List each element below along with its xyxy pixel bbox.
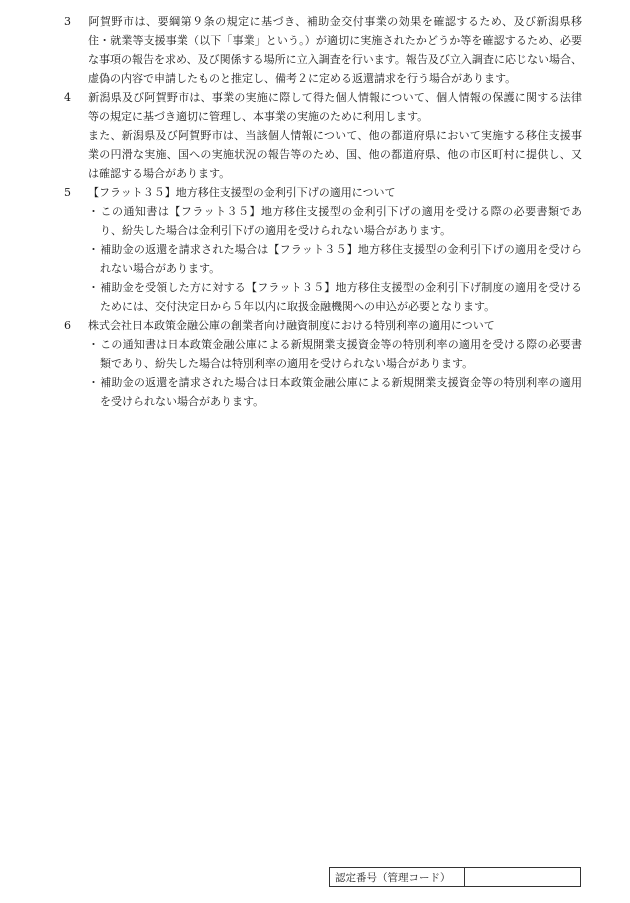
section-number: 3: [64, 15, 71, 28]
section-text: 新潟県及び阿賀野市は、事業の実施に際して得た個人情報について、個人情報の保護に関する法律等の規定に基づき適切に管理し、本事業の実施のために利用します。: [88, 91, 582, 123]
bullet-text: 補助金の返還を請求された場合は【フラット３５】地方移住支援型の金利引下げの適用を受けられない場合があります。: [100, 243, 582, 275]
section-3: [64, 12, 582, 88]
section-number: 6: [64, 319, 71, 332]
section-text: 阿賀野市は、要綱第９条の規定に基づき、補助金交付事業の効果を確認するため、及び新潟県移住・就業等支援事業（以下「事業」という。）が適切に実施されたかどうか等を確認するため、必要な事項の報告を求め、及び関係する場所に立入調査を行います。報告及び立入調査に応じない場合、虚偽の内容で申請したものと推定し、備考２に定める返還請求を行う場合があります。: [88, 15, 582, 85]
section-4: [64, 88, 582, 126]
bullet-mark: ・: [88, 338, 99, 351]
section-number: 4: [64, 91, 71, 104]
section-5-bullets: [64, 202, 582, 316]
list-item: [76, 202, 582, 240]
section-6-bullets: [64, 335, 582, 411]
section-number: 5: [64, 186, 71, 199]
bullet-mark: ・: [88, 243, 99, 256]
section-6: [64, 316, 582, 335]
list-item: [76, 240, 582, 278]
bullet-text: 補助金の返還を請求された場合は日本政策金融公庫による新規開業支援資金等の特別利率の適用を受けられない場合があります。: [100, 376, 582, 408]
bullet-mark: ・: [88, 281, 99, 294]
list-item: [76, 335, 582, 373]
certification-code-label: 認定番号（管理コード）: [330, 868, 465, 886]
section-5: [64, 183, 582, 202]
bullet-text: この通知書は日本政策金融公庫による新規開業支援資金等の特別利率の適用を受ける際の必要書類であり、紛失した場合は特別利率の適用を受けられない場合があります。: [100, 338, 582, 370]
list-item: [76, 373, 582, 411]
section-text: 株式会社日本政策金融公庫の創業者向け融資制度における特別利率の適用について: [88, 319, 495, 332]
bullet-text: この通知書は【フラット３５】地方移住支援型の金利引下げの適用を受ける際の必要書類であり、紛失した場合は金利引下げの適用を受けられない場合があります。: [100, 205, 582, 237]
bullet-mark: ・: [88, 205, 99, 218]
bullet-text: 補助金を受領した方に対する【フラット３５】地方移住支援型の金利引下げ制度の適用を受けるためには、交付決定日から５年以内に取扱金融機関への申込が必要となります。: [100, 281, 582, 313]
bullet-mark: ・: [88, 376, 99, 389]
section-4-sub: また、新潟県及び阿賀野市は、当該個人情報について、他の都道府県において実施する移住支援事業の円滑な実施、国への実施状況の報告等のため、国、他の都道府県、他の市区町村に提供し、又は確認する場合があります。: [88, 129, 582, 180]
certification-code-box: [329, 867, 581, 887]
list-item: [76, 278, 582, 316]
section-text: 【フラット３５】地方移住支援型の金利引下げの適用について: [88, 186, 396, 199]
document-body: [64, 12, 582, 411]
certification-code-value: [465, 868, 580, 886]
